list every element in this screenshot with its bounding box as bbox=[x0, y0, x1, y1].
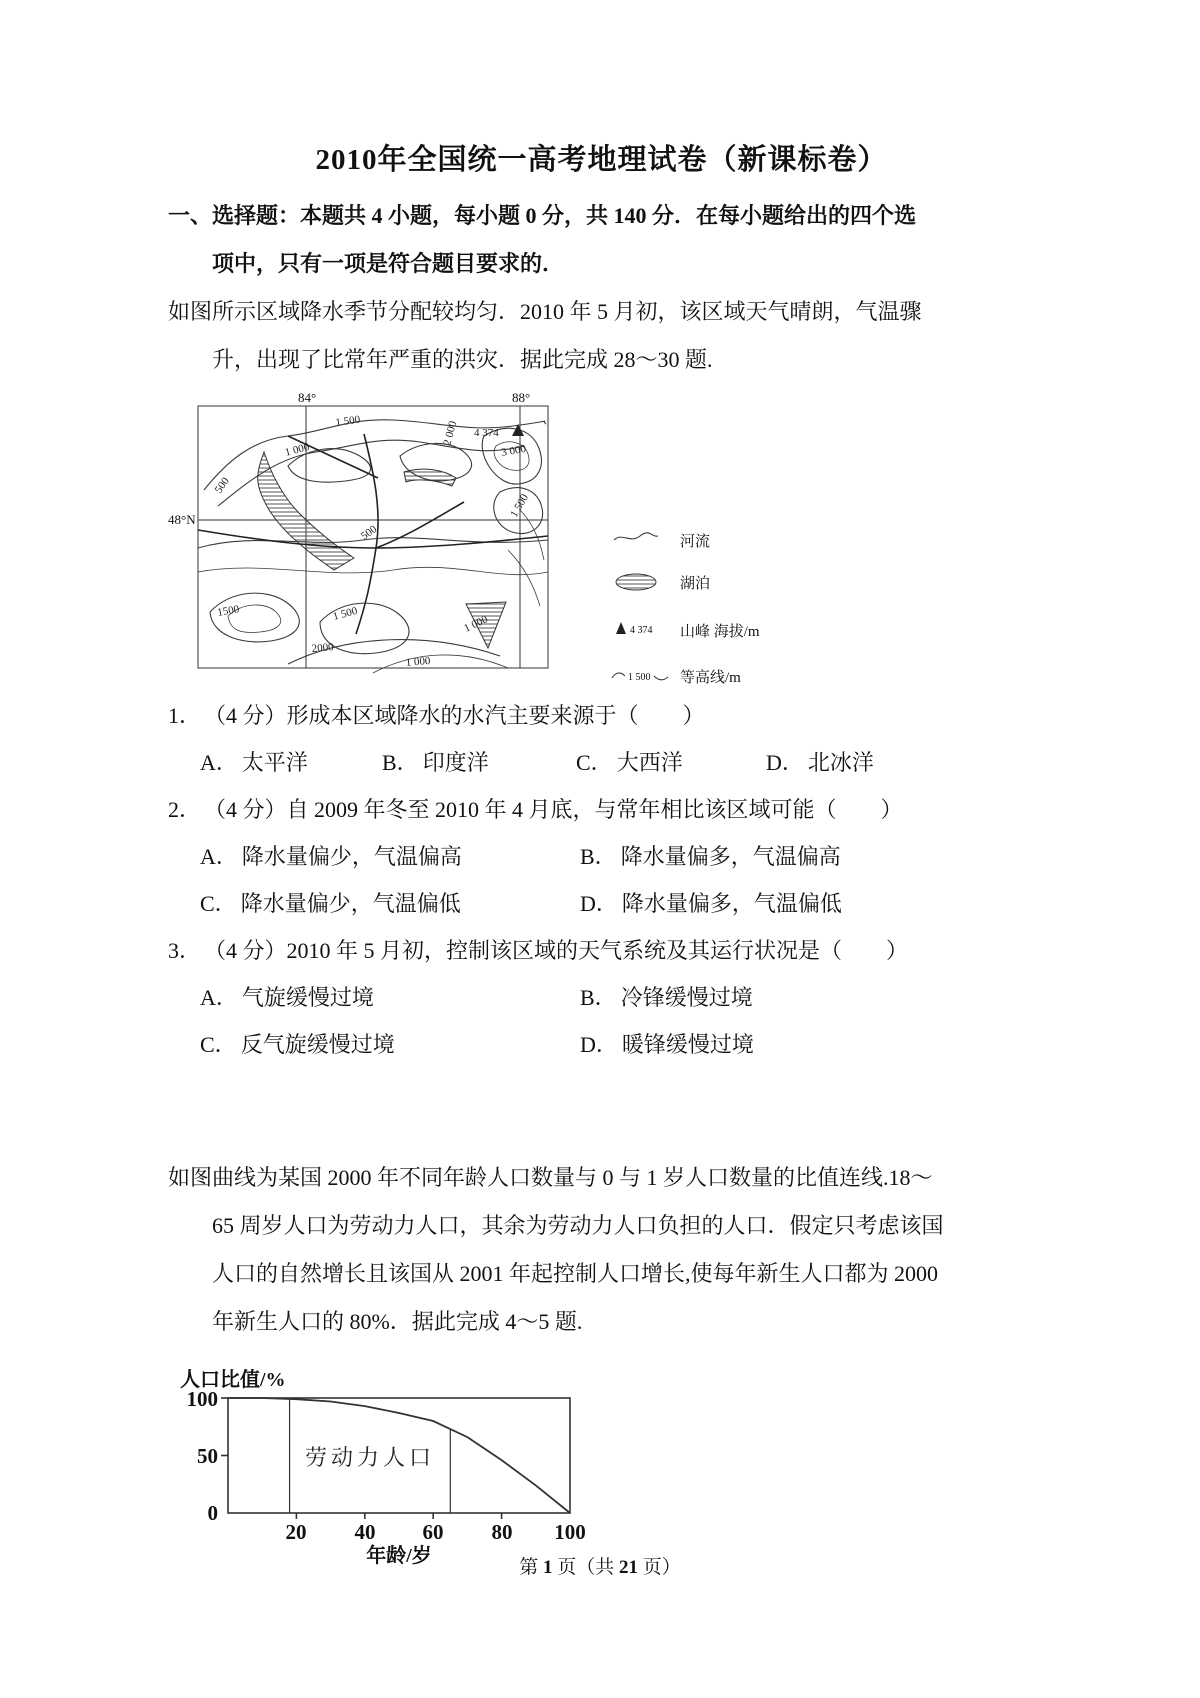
population-ratio-chart-figure bbox=[178, 1364, 1035, 1571]
contour-label: 1500 bbox=[216, 603, 241, 619]
option-a bbox=[200, 739, 382, 786]
contour-line bbox=[198, 538, 548, 548]
intro-line: 65 周岁人口为劳动力人口，其余为劳动力人口负担的人口．假定只考虑该国 bbox=[212, 1213, 944, 1238]
legend-contour-value: 1 500 bbox=[628, 672, 651, 683]
question-number: 1． bbox=[168, 703, 202, 728]
option-text: 冷锋缓慢过境 bbox=[620, 985, 753, 1010]
x-tick-label: 60 bbox=[422, 1520, 444, 1544]
option-label: C． bbox=[576, 750, 613, 775]
option-label: A． bbox=[200, 750, 238, 775]
intro-line: 人口的自然增长且该国从 2001 年起控制人口增长,使每年新生人口都为 2000 bbox=[212, 1261, 939, 1286]
wetland-strip bbox=[404, 469, 456, 486]
river-legend-icon bbox=[614, 533, 658, 540]
contour-legend-icon bbox=[612, 673, 625, 678]
contour-label: 1 000 bbox=[462, 613, 490, 635]
y-tick-label: 0 bbox=[207, 1501, 218, 1525]
option-text: 反气旋缓慢过境 bbox=[240, 1032, 395, 1057]
question-stem bbox=[168, 692, 1035, 739]
option-text: 气旋缓慢过境 bbox=[241, 985, 374, 1010]
question-stem bbox=[168, 927, 1035, 974]
longitude-label: 84° bbox=[298, 390, 317, 405]
question-stem bbox=[168, 786, 1035, 833]
option-label: B． bbox=[580, 985, 617, 1010]
contour-line bbox=[520, 510, 544, 560]
option-text: 暖锋缓慢过境 bbox=[621, 1032, 754, 1057]
option-label: A． bbox=[200, 985, 238, 1010]
section-spacer bbox=[168, 1068, 1035, 1154]
option-d bbox=[766, 739, 1035, 786]
legend-label-contour: 等高线/m bbox=[680, 670, 741, 686]
option-text: 太平洋 bbox=[241, 750, 308, 775]
option-b bbox=[382, 739, 576, 786]
footer-text: 第 bbox=[519, 1557, 543, 1578]
peak-elevation-label: 4 374 bbox=[474, 427, 499, 439]
contour-label: 500 bbox=[358, 523, 380, 543]
y-tick-label: 100 bbox=[186, 1387, 218, 1411]
total-page-count: 21 bbox=[619, 1557, 638, 1578]
contour-label: 3 000 bbox=[500, 442, 527, 459]
question-number: 3． bbox=[168, 938, 202, 963]
question-2 bbox=[168, 786, 1035, 927]
intro-precipitation bbox=[168, 288, 1035, 384]
legend-label-river: 河流 bbox=[680, 534, 711, 550]
section-header-line: 项中，只有一项是符合题目要求的． bbox=[212, 251, 565, 276]
topographic-map bbox=[168, 390, 768, 690]
population-ratio-chart bbox=[178, 1364, 608, 1566]
option-label: A． bbox=[200, 844, 238, 869]
option-label: D． bbox=[766, 750, 804, 775]
contour-legend-icon bbox=[654, 676, 668, 680]
x-tick-label: 20 bbox=[285, 1520, 307, 1544]
option-a bbox=[200, 833, 580, 880]
contour-line bbox=[373, 655, 508, 673]
question-options bbox=[168, 739, 1035, 786]
option-text: 大西洋 bbox=[616, 750, 683, 775]
intro-line: 如图所示区域降水季节分配较均匀．2010 年 5 月初，该区域天气晴朗，气温骤 bbox=[168, 299, 922, 324]
contour-label: 1 500 bbox=[334, 413, 361, 429]
page-title: 2010年全国统一高考地理试卷（新课标卷） bbox=[315, 144, 888, 176]
section-header-line: 一、选择题：本题共 4 小题，每小题 0 分，共 140 分．在每小题给出的四个选 bbox=[168, 203, 917, 228]
intro-line: 升，出现了比常年严重的洪灾．据此完成 28～30 题. bbox=[212, 347, 713, 372]
option-c bbox=[200, 1021, 580, 1068]
intro-line: 年新生人口的 80%．据此完成 4～5 题. bbox=[212, 1309, 583, 1334]
question-1 bbox=[168, 692, 1035, 786]
question-options bbox=[168, 974, 1035, 1068]
legend-label-peak: 山峰 海拔/m bbox=[680, 624, 760, 640]
footer-text: 页） bbox=[638, 1557, 681, 1578]
option-label: D． bbox=[580, 891, 618, 916]
option-text: 降水量偏多，气温偏高 bbox=[620, 844, 841, 869]
option-d bbox=[580, 1021, 1035, 1068]
question-text: （4 分）形成本区域降水的水汽主要来源于（ ） bbox=[215, 703, 705, 728]
contour-label: 1 000 bbox=[405, 654, 431, 669]
y-axis-label: 人口比值/% bbox=[180, 1369, 286, 1391]
option-text: 降水量偏少，气温偏低 bbox=[240, 891, 461, 916]
topographic-map-figure bbox=[168, 390, 1035, 690]
option-text: 北冰洋 bbox=[807, 750, 874, 775]
option-a bbox=[200, 974, 580, 1021]
contour-label: 2 000 bbox=[441, 419, 460, 447]
option-b bbox=[580, 833, 1035, 880]
option-label: C． bbox=[200, 1032, 237, 1057]
latitude-label: 48°N bbox=[168, 512, 196, 527]
peak-legend-icon bbox=[616, 622, 626, 634]
option-text: 印度洋 bbox=[422, 750, 489, 775]
labor-force-annotation: 劳动力人口 bbox=[304, 1445, 436, 1470]
footer-text: 页（共 bbox=[552, 1557, 619, 1578]
x-axis-label: 年龄/岁 bbox=[366, 1545, 432, 1566]
intro-line: 如图曲线为某国 2000 年不同年龄人口数量与 0 与 1 岁人口数量的比值连线.18～ bbox=[168, 1165, 933, 1190]
x-tick-label: 80 bbox=[491, 1520, 513, 1544]
option-label: B． bbox=[382, 750, 419, 775]
question-text: （4 分）2010 年 5 月初，控制该区域的天气系统及其运行状况是（ ） bbox=[215, 938, 909, 963]
option-label: C． bbox=[200, 891, 237, 916]
contour-label: 2000 bbox=[311, 641, 335, 655]
x-tick-label: 40 bbox=[354, 1520, 376, 1544]
option-label: B． bbox=[580, 844, 617, 869]
option-c bbox=[576, 739, 766, 786]
map-legend bbox=[612, 533, 760, 686]
longitude-label: 88° bbox=[512, 390, 531, 405]
option-c bbox=[200, 880, 580, 927]
question-options bbox=[168, 833, 1035, 927]
contour-label: 1 500 bbox=[331, 604, 359, 623]
y-tick-label: 50 bbox=[197, 1444, 218, 1468]
legend-peak-value: 4 374 bbox=[630, 625, 653, 636]
option-text: 降水量偏多，气温偏低 bbox=[621, 891, 842, 916]
section-header bbox=[168, 192, 1035, 288]
question-number: 2． bbox=[168, 797, 202, 822]
legend-label-lake: 湖泊 bbox=[680, 576, 711, 592]
option-label: D． bbox=[580, 1032, 618, 1057]
lake-legend-icon bbox=[616, 574, 656, 590]
contour-line bbox=[508, 550, 540, 606]
option-b bbox=[580, 974, 1035, 1021]
question-text: （4 分）自 2009 年冬至 2010 年 4 月底，与常年相比该区域可能（ ） bbox=[215, 797, 903, 822]
river-line bbox=[376, 502, 464, 548]
page-footer bbox=[0, 1552, 1200, 1579]
x-tick-label: 100 bbox=[554, 1520, 586, 1544]
option-text: 降水量偏少，气温偏高 bbox=[241, 844, 462, 869]
contour-label: 1 000 bbox=[283, 440, 311, 459]
contour-label: 1 500 bbox=[508, 492, 531, 520]
contour-label: 500 bbox=[212, 475, 232, 496]
current-page-number: 1 bbox=[542, 1557, 553, 1578]
option-d bbox=[580, 880, 1035, 927]
question-3 bbox=[168, 927, 1035, 1068]
intro-population bbox=[168, 1154, 1035, 1346]
